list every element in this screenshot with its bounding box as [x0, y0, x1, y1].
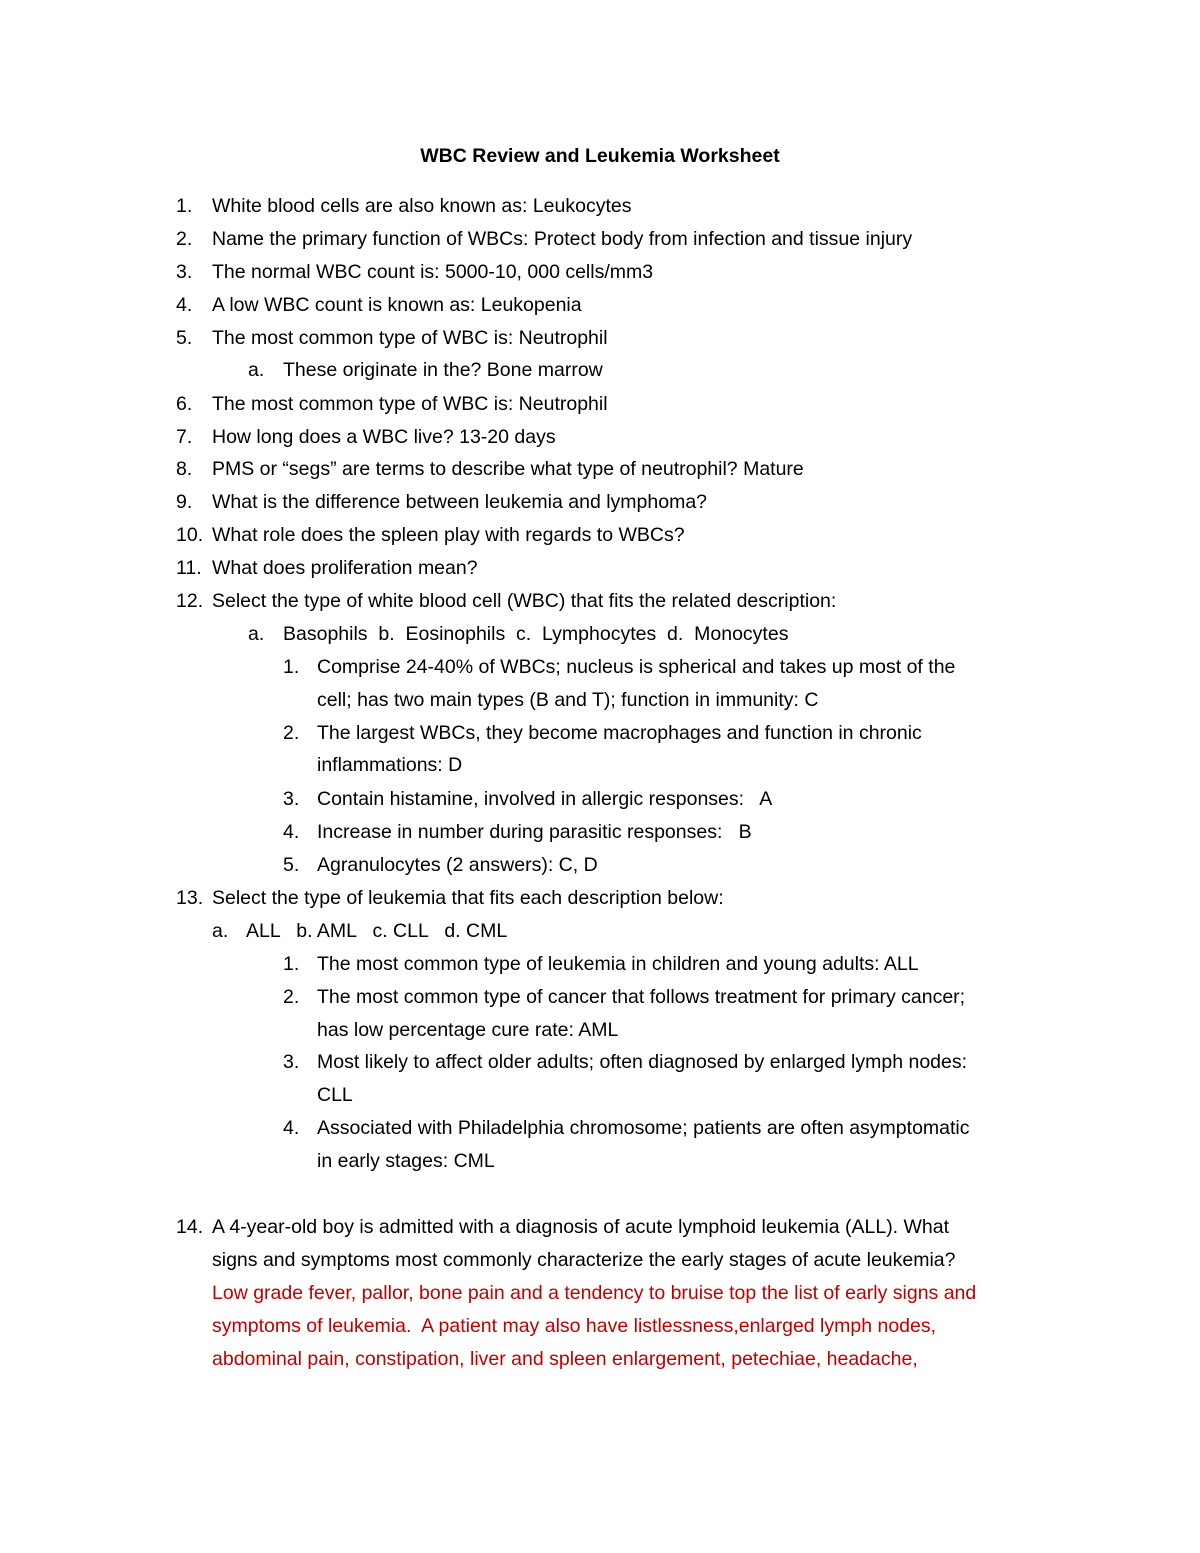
answer-text: abdominal pain, constipation, liver and spleen enlargement, petechiae, headache, [212, 1348, 918, 1370]
question-number: 12. [176, 590, 204, 612]
item-number: 4. [283, 1117, 300, 1139]
choices-text: Basophils b. Eosinophils c. Lymphocytes d. Monocytes [283, 623, 789, 645]
item-number: 3. [283, 788, 300, 810]
question-text: The most common type of WBC is: Neutrophil [212, 393, 608, 415]
item-text: inflammations: D [317, 754, 463, 776]
question-text: Select the type of white blood cell (WBC) that fits the related description: [212, 590, 837, 612]
item-text: Comprise 24-40% of WBCs; nucleus is spherical and takes up most of the [317, 656, 956, 678]
item-number: 1. [283, 656, 300, 678]
choices-letter: a. [248, 623, 265, 645]
question-number: 6. [176, 393, 193, 415]
item-number: 2. [283, 722, 300, 744]
question-number: 5. [176, 327, 193, 349]
question-text: Name the primary function of WBCs: Protect body from infection and tissue injury [212, 228, 913, 250]
question-number: 9. [176, 491, 193, 513]
question-number: 4. [176, 294, 193, 316]
question-text: A 4-year-old boy is admitted with a diagnosis of acute lymphoid leukemia (ALL). What [212, 1216, 950, 1238]
item-text: Contain histamine, involved in allergic responses: A [317, 788, 773, 810]
worksheet-title: WBC Review and Leukemia Worksheet [420, 145, 780, 167]
question-number: 11. [176, 557, 202, 579]
question-number: 7. [176, 426, 193, 448]
item-text: The most common type of cancer that follows treatment for primary cancer; [317, 986, 966, 1008]
item-text: The largest WBCs, they become macrophages and function in chronic [317, 722, 922, 744]
question-text: A low WBC count is known as: Leukopenia [212, 294, 582, 316]
question-text: The normal WBC count is: 5000-10, 000 cells/mm3 [212, 261, 654, 283]
question-text: How long does a WBC live? 13-20 days [212, 426, 556, 448]
question-text: The most common type of WBC is: Neutrophil [212, 327, 608, 349]
item-number: 2. [283, 986, 300, 1008]
question-text: What role does the spleen play with regards to WBCs? [212, 524, 685, 546]
subquestion-letter: a. [248, 359, 265, 381]
question-number: 2. [176, 228, 193, 250]
question-number: 8. [176, 458, 193, 480]
question-text: Select the type of leukemia that fits each description below: [212, 887, 724, 909]
question-number: 10. [176, 524, 204, 546]
item-text: in early stages: CML [317, 1150, 495, 1172]
item-text: has low percentage cure rate: AML [317, 1019, 619, 1041]
item-text: CLL [317, 1084, 353, 1106]
item-text: Agranulocytes (2 answers): C, D [317, 854, 598, 876]
item-text: cell; has two main types (B and T); function in immunity: C [317, 689, 819, 711]
item-number: 5. [283, 854, 300, 876]
question-number: 3. [176, 261, 193, 283]
item-number: 4. [283, 821, 300, 843]
answer-text: symptoms of leukemia. A patient may also have listlessness,enlarged lymph nodes, [212, 1315, 937, 1337]
answer-text: Low grade fever, pallor, bone pain and a tendency to bruise top the list of early signs and [212, 1282, 977, 1304]
question-text: What is the difference between leukemia and lymphoma? [212, 491, 708, 513]
item-text: Increase in number during parasitic responses: B [317, 821, 752, 843]
choices-text: ALL b. AML c. CLL d. CML [246, 920, 508, 942]
question-number: 13. [176, 887, 204, 909]
item-text: Associated with Philadelphia chromosome; patients are often asymptomatic [317, 1117, 970, 1139]
question-text: What does proliferation mean? [212, 557, 478, 579]
item-text: The most common type of leukemia in children and young adults: ALL [317, 953, 919, 975]
item-text: Most likely to affect older adults; often diagnosed by enlarged lymph nodes: [317, 1051, 968, 1073]
question-text: White blood cells are also known as: Leukocytes [212, 195, 632, 217]
question-text: PMS or “segs” are terms to describe what type of neutrophil? Mature [212, 458, 804, 480]
item-number: 3. [283, 1051, 300, 1073]
question-number: 1. [176, 195, 193, 217]
subquestion-text: These originate in the? Bone marrow [283, 359, 603, 381]
choices-letter: a. [212, 920, 229, 942]
question-text: signs and symptoms most commonly characterize the early stages of acute leukemia? [212, 1249, 956, 1271]
question-number: 14. [176, 1216, 204, 1238]
item-number: 1. [283, 953, 300, 975]
